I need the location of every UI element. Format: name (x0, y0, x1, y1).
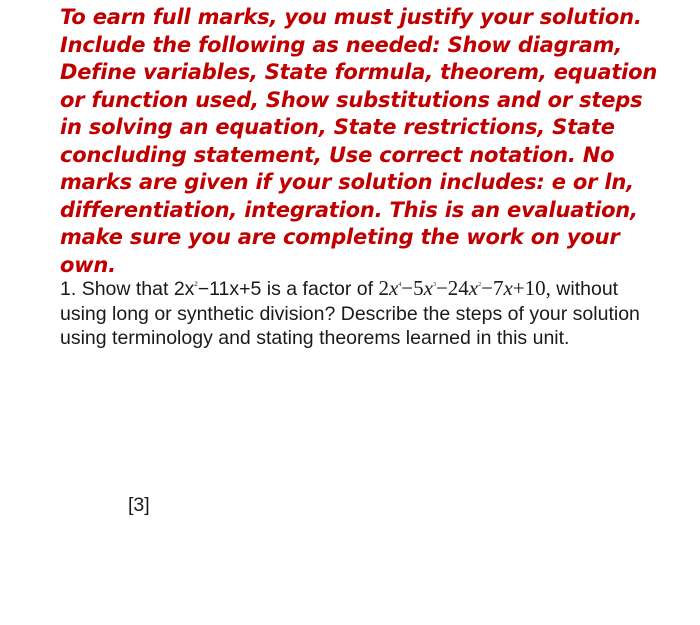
question-number: 1. (60, 278, 77, 300)
factor-exponent: 2 (194, 282, 198, 288)
instructions-text: To earn full marks, you must justify your solution. Include the following as needed: Show diagram, Define variables, State formula, theorem, equation or function used, Show substitutions and or steps in solving an equation, State restrictions, State concluding statement, Use correct notation. No marks are given if your solution includes: e or ln, differentiation, integration. This is an evaluation, make sure you are completing the work on your own. (60, 5, 658, 277)
polynomial-expression: $2x^4-5x^3-24x^2-7x+10$, (378, 276, 551, 300)
question-1 (60, 276, 660, 351)
factor-rest: −11x+5 is a factor of (197, 278, 379, 300)
marks-label: [3] (128, 494, 150, 516)
question-tail: without using long or synthetic division? Describe the steps of your solution using terminology and stating theorems learned in this unit. (60, 278, 640, 349)
question-lead: Show that 2x (81, 278, 195, 300)
